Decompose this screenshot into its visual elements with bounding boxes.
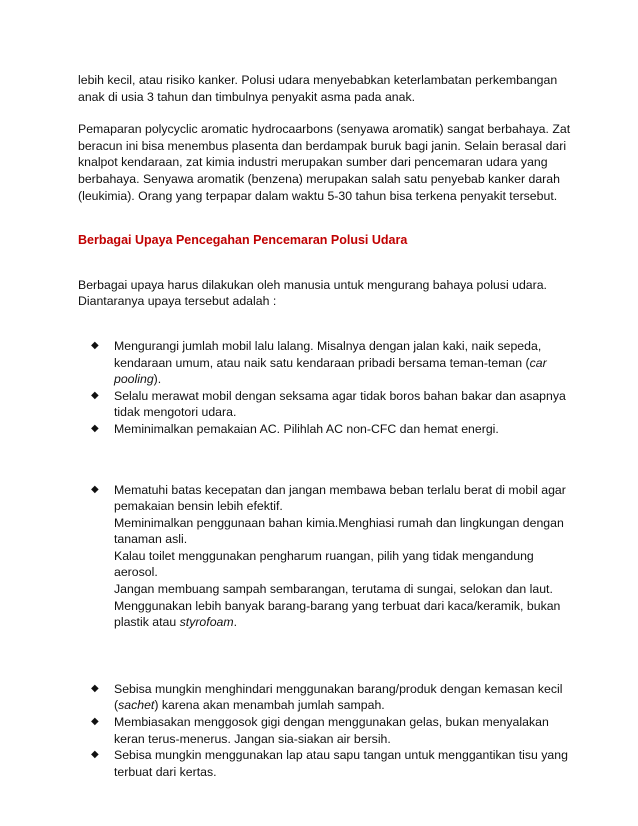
list-item: ◆ Membiasakan menggosok gigi dengan menggunakan gelas, bukan menyalakan keran terus-menerus. Jangan sia-siakan air bersih. bbox=[91, 715, 549, 746]
paragraph-pah: Pemaparan polycyclic aromatic hydrocaarbons (senyawa aromatik) sangat berbahaya. Zat beracun ini bisa menembus plasenta dan berdampak buruk bagi janin. Selain berasal dari knalpot kendaraan, zat kimia industri merupakan sumber dari pencemaran udara yang berbahaya. Senyawa aromatik (benzena) merupakan salah satu penyebab kanker darah (leukimia). Orang yang terpapar dalam waktu 5-30 tahun bisa terkena penyakit tersebut. bbox=[78, 122, 571, 203]
bullet-list-2 bbox=[78, 482, 578, 631]
list-item: ◆ Selalu merawat mobil dengan seksama agar tidak boros bahan bakar dan asapnya tidak mengotori udara. bbox=[91, 388, 566, 420]
bullet-icon: ◆ bbox=[91, 749, 99, 761]
list-item: ◆ Mematuhi batas kecepatan dan jangan membawa beban terlalu berat di mobil agar pemakaian bensin lebih efektif. Meminimalkan penggunaan bahan kimia.Menghiasi rumah dan lingkungan dengan tanaman asli. Kalau toilet menggunakan pengharum ruangan, pilih yang tidak mengandung aerosol. Jangan membuang sampah sembarangan, terutama di sungai, selokan dan laut. Menggunakan lebih banyak barang-barang yang terbuat dari kaca/keramik, bukan plastik atau styrofoam. bbox=[91, 482, 566, 630]
bullet-icon: ◆ bbox=[91, 339, 99, 351]
list-item: ◆ Mengurangi jumlah mobil lalu lalang. Misalnya dengan jalan kaki, naik sepeda, kendaraan umum, atau naik satu kendaraan pribadi bersama teman-teman (car pooling). bbox=[91, 338, 547, 387]
paragraph-intro: Berbagai upaya harus dilakukan oleh manusia untuk mengurang bahaya polusi udara. Diantaranya upaya tersebut adalah : bbox=[78, 277, 547, 309]
bullet-icon: ◆ bbox=[91, 389, 99, 401]
list-item: ◆ Sebisa mungkin menggunakan lap atau sapu tangan untuk menggantikan tisu yang terbuat dari kertas. bbox=[91, 748, 568, 779]
document-page bbox=[78, 72, 578, 780]
bullet-list-3 bbox=[78, 681, 578, 781]
section-heading: Berbagai Upaya Pencegahan Pencemaran Polusi Udara bbox=[78, 233, 408, 248]
bullet-icon: ◆ bbox=[91, 716, 99, 728]
list-item: ◆ Meminimalkan pemakaian AC. Pilihlah AC non-CFC dan hemat energi. bbox=[91, 421, 499, 436]
paragraph-risks: lebih kecil, atau risiko kanker. Polusi udara menyebabkan keterlambatan perkembangan anak di usia 3 tahun dan timbulnya penyakit asma pada anak. bbox=[78, 73, 558, 104]
bullet-list-1 bbox=[78, 338, 578, 438]
bullet-icon: ◆ bbox=[91, 483, 99, 495]
bullet-icon: ◆ bbox=[91, 682, 99, 694]
list-item: ◆ Sebisa mungkin menghindari menggunakan barang/produk dengan kemasan kecil (sachet) karena akan menambah jumlah sampah. bbox=[91, 681, 563, 713]
bullet-icon: ◆ bbox=[91, 422, 99, 434]
